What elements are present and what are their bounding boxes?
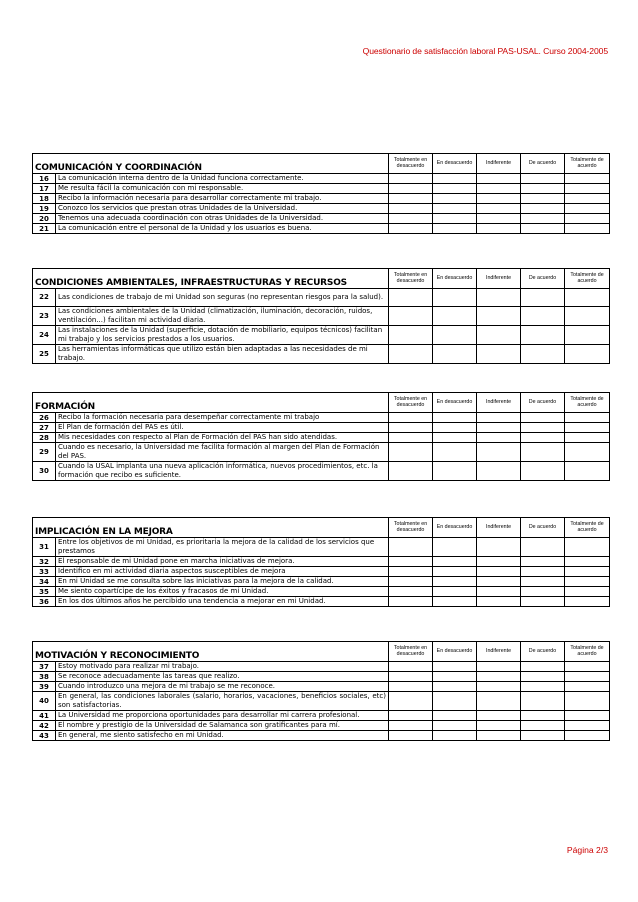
- question-text: Me resulta fácil la comunicación con mi responsable.: [56, 184, 389, 194]
- answer-cell[interactable]: [521, 567, 565, 577]
- column-header: Indiferente: [477, 393, 521, 413]
- answer-cell[interactable]: [477, 662, 521, 672]
- question-text: Las instalaciones de la Unidad (superficie, dotación de mobiliario, equipos técnicos) facilitan mi trabajo y los servicios prestados a los usuarios.: [56, 325, 389, 344]
- question-row: [33, 224, 610, 234]
- column-header: En desacuerdo: [433, 518, 477, 538]
- question-text: En general, las condiciones laborales (salario, horarios, vacaciones, beneficios sociales, etc) son satisfactorias.: [56, 692, 389, 711]
- answer-cell[interactable]: [433, 587, 477, 597]
- answer-cell[interactable]: [433, 443, 477, 462]
- answer-cell[interactable]: [433, 214, 477, 224]
- answer-cell[interactable]: [521, 731, 565, 741]
- column-header: De acuerdo: [521, 393, 565, 413]
- answer-cell[interactable]: [477, 711, 521, 721]
- column-header: Totalmente en desacuerdo: [389, 269, 433, 289]
- question-text: En los dos últimos años he percibido una tendencia a mejorar en mi Unidad.: [56, 597, 389, 607]
- question-row: [33, 289, 610, 307]
- section-table: [32, 153, 610, 234]
- question-text: Estoy motivado para realizar mi trabajo.: [56, 662, 389, 672]
- question-row: [33, 462, 610, 481]
- question-number: 30: [33, 462, 56, 481]
- question-text: Entre los objetivos de mi Unidad, es prioritaria la mejora de la calidad de los servicios que prestamos: [56, 538, 389, 557]
- section-table: [32, 641, 610, 741]
- answer-cell[interactable]: [565, 214, 610, 224]
- question-row: [33, 587, 610, 597]
- section-table: [32, 517, 610, 607]
- answer-cell[interactable]: [477, 567, 521, 577]
- question-row: [33, 711, 610, 721]
- question-number: 22: [33, 289, 56, 307]
- answer-cell[interactable]: [389, 682, 433, 692]
- section-title: MOTIVACIÓN Y RECONOCIMIENTO: [33, 642, 389, 662]
- answer-cell[interactable]: [389, 224, 433, 234]
- question-row: [33, 174, 610, 184]
- answer-cell[interactable]: [521, 433, 565, 443]
- question-number: 23: [33, 306, 56, 325]
- question-text: Recibo la formación necesaria para desempeñar correctamente mi trabajo: [56, 413, 389, 423]
- answer-cell[interactable]: [433, 692, 477, 711]
- question-text: En mi Unidad se me consulta sobre las iniciativas para la mejora de la calidad.: [56, 577, 389, 587]
- answer-cell[interactable]: [565, 204, 610, 214]
- answer-cell[interactable]: [389, 325, 433, 344]
- question-row: [33, 306, 610, 325]
- question-number: 29: [33, 443, 56, 462]
- answer-cell[interactable]: [389, 214, 433, 224]
- column-header: Totalmente de acuerdo: [565, 642, 610, 662]
- column-header: Totalmente en desacuerdo: [389, 393, 433, 413]
- answer-cell[interactable]: [433, 557, 477, 567]
- answer-cell[interactable]: [521, 214, 565, 224]
- answer-cell[interactable]: [477, 538, 521, 557]
- answer-cell[interactable]: [433, 567, 477, 577]
- document-header: Questionario de satisfacción laboral PAS-USAL. Curso 2004-2005: [362, 46, 608, 56]
- question-row: [33, 721, 610, 731]
- answer-cell[interactable]: [565, 557, 610, 567]
- answer-cell[interactable]: [521, 662, 565, 672]
- answer-cell[interactable]: [565, 433, 610, 443]
- question-text: La comunicación entre el personal de la Unidad y los usuarios es buena.: [56, 224, 389, 234]
- answer-cell[interactable]: [477, 433, 521, 443]
- answer-cell[interactable]: [477, 289, 521, 307]
- question-text: Cuando es necesario, la Universidad me facilita formación al margen del Plan de Formación del PAS.: [56, 443, 389, 462]
- answer-cell[interactable]: [433, 721, 477, 731]
- answer-cell[interactable]: [565, 194, 610, 204]
- answer-cell[interactable]: [389, 184, 433, 194]
- question-number: 31: [33, 538, 56, 557]
- answer-cell[interactable]: [433, 662, 477, 672]
- answer-cell[interactable]: [521, 325, 565, 344]
- answer-cell[interactable]: [565, 462, 610, 481]
- question-row: [33, 692, 610, 711]
- answer-cell[interactable]: [565, 721, 610, 731]
- answer-cell[interactable]: [433, 672, 477, 682]
- answer-cell[interactable]: [477, 344, 521, 363]
- answer-cell[interactable]: [565, 538, 610, 557]
- answer-cell[interactable]: [389, 433, 433, 443]
- answer-cell[interactable]: [477, 204, 521, 214]
- answer-cell[interactable]: [389, 289, 433, 307]
- answer-cell[interactable]: [521, 174, 565, 184]
- answer-cell[interactable]: [477, 325, 521, 344]
- answer-cell[interactable]: [433, 423, 477, 433]
- answer-cell[interactable]: [521, 306, 565, 325]
- answer-cell[interactable]: [389, 174, 433, 184]
- answer-cell[interactable]: [565, 567, 610, 577]
- answer-cell[interactable]: [521, 462, 565, 481]
- column-header: De acuerdo: [521, 269, 565, 289]
- question-text: Las herramientas informáticas que utilizo están bien adaptadas a las necesidades de mi trabajo.: [56, 344, 389, 363]
- question-number: 25: [33, 344, 56, 363]
- answer-cell[interactable]: [433, 711, 477, 721]
- question-row: [33, 567, 610, 577]
- column-header: Indiferente: [477, 518, 521, 538]
- answer-cell[interactable]: [477, 224, 521, 234]
- question-row: [33, 672, 610, 682]
- question-row: [33, 662, 610, 672]
- answer-cell[interactable]: [389, 587, 433, 597]
- answer-cell[interactable]: [477, 597, 521, 607]
- section-title: IMPLICACIÓN EN LA MEJORA: [33, 518, 389, 538]
- answer-cell[interactable]: [521, 682, 565, 692]
- column-header: Indiferente: [477, 642, 521, 662]
- answer-cell[interactable]: [433, 224, 477, 234]
- column-header: En desacuerdo: [433, 642, 477, 662]
- answer-cell[interactable]: [477, 214, 521, 224]
- question-text: Mis necesidades con respecto al Plan de Formación del PAS han sido atendidas.: [56, 433, 389, 443]
- answer-cell[interactable]: [477, 692, 521, 711]
- question-row: [33, 344, 610, 363]
- answer-cell[interactable]: [521, 597, 565, 607]
- answer-cell[interactable]: [477, 194, 521, 204]
- question-row: [33, 577, 610, 587]
- column-header: Totalmente de acuerdo: [565, 154, 610, 174]
- question-text: Se reconoce adecuadamente las tareas que realizo.: [56, 672, 389, 682]
- answer-cell[interactable]: [433, 731, 477, 741]
- answer-cell[interactable]: [389, 344, 433, 363]
- answer-cell[interactable]: [389, 577, 433, 587]
- answer-cell[interactable]: [389, 423, 433, 433]
- question-number: 43: [33, 731, 56, 741]
- question-text: Recibo la información necesaria para desarrollar correctamente mi trabajo.: [56, 194, 389, 204]
- question-number: 32: [33, 557, 56, 567]
- question-number: 27: [33, 423, 56, 433]
- question-number: 40: [33, 692, 56, 711]
- question-number: 26: [33, 413, 56, 423]
- question-text: La Universidad me proporciona oportunidades para desarrollar mi carrera profesional.: [56, 711, 389, 721]
- answer-cell[interactable]: [389, 711, 433, 721]
- answer-cell[interactable]: [477, 731, 521, 741]
- question-text: El responsable de mi Unidad pone en marcha iniciativas de mejora.: [56, 557, 389, 567]
- answer-cell[interactable]: [433, 433, 477, 443]
- answer-cell[interactable]: [565, 587, 610, 597]
- answer-cell[interactable]: [477, 306, 521, 325]
- column-header: De acuerdo: [521, 642, 565, 662]
- question-row: [33, 597, 610, 607]
- answer-cell[interactable]: [565, 423, 610, 433]
- question-number: 21: [33, 224, 56, 234]
- answer-cell[interactable]: [389, 462, 433, 481]
- question-row: [33, 184, 610, 194]
- question-row: [33, 194, 610, 204]
- section-title: CONDICIONES AMBIENTALES, INFRAESTRUCTURAS Y RECURSOS: [33, 269, 389, 289]
- answer-cell[interactable]: [433, 577, 477, 587]
- answer-cell[interactable]: [389, 672, 433, 682]
- question-number: 38: [33, 672, 56, 682]
- answer-cell[interactable]: [477, 672, 521, 682]
- answer-cell[interactable]: [477, 587, 521, 597]
- answer-cell[interactable]: [565, 289, 610, 307]
- column-header: Totalmente en desacuerdo: [389, 642, 433, 662]
- answer-cell[interactable]: [521, 557, 565, 567]
- answer-cell[interactable]: [433, 306, 477, 325]
- answer-cell[interactable]: [565, 224, 610, 234]
- answer-cell[interactable]: [477, 413, 521, 423]
- answer-cell[interactable]: [565, 597, 610, 607]
- answer-cell[interactable]: [389, 662, 433, 672]
- answer-cell[interactable]: [521, 224, 565, 234]
- answer-cell[interactable]: [565, 692, 610, 711]
- question-row: [33, 433, 610, 443]
- question-number: 16: [33, 174, 56, 184]
- page-number: Página 2/3: [566, 845, 608, 855]
- answer-cell[interactable]: [433, 462, 477, 481]
- answer-cell[interactable]: [389, 731, 433, 741]
- answer-cell[interactable]: [433, 204, 477, 214]
- answer-cell[interactable]: [477, 174, 521, 184]
- answer-cell[interactable]: [477, 721, 521, 731]
- answer-cell[interactable]: [565, 672, 610, 682]
- answer-cell[interactable]: [389, 692, 433, 711]
- answer-cell[interactable]: [389, 194, 433, 204]
- answer-cell[interactable]: [565, 413, 610, 423]
- answer-cell[interactable]: [389, 567, 433, 577]
- question-row: [33, 204, 610, 214]
- question-text: El nombre y prestigio de la Universidad de Salamanca son gratificantes para mí.: [56, 721, 389, 731]
- column-header: De acuerdo: [521, 154, 565, 174]
- column-header: Totalmente en desacuerdo: [389, 518, 433, 538]
- column-header: En desacuerdo: [433, 393, 477, 413]
- question-number: 42: [33, 721, 56, 731]
- column-header: De acuerdo: [521, 518, 565, 538]
- question-text: Cuando la USAL implanta una nueva aplicación informática, nuevos procedimientos, etc. la formación que recibo es suficiente.: [56, 462, 389, 481]
- answer-cell[interactable]: [433, 174, 477, 184]
- answer-cell[interactable]: [521, 721, 565, 731]
- question-row: [33, 423, 610, 433]
- answer-cell[interactable]: [521, 587, 565, 597]
- answer-cell[interactable]: [389, 413, 433, 423]
- answer-cell[interactable]: [389, 597, 433, 607]
- answer-cell[interactable]: [477, 184, 521, 194]
- question-row: [33, 731, 610, 741]
- question-text: Las condiciones de trabajo de mi Unidad son seguras (no representan riesgos para la salud).: [56, 289, 389, 307]
- answer-cell[interactable]: [433, 538, 477, 557]
- answer-cell[interactable]: [433, 597, 477, 607]
- answer-cell[interactable]: [521, 204, 565, 214]
- answer-cell[interactable]: [477, 423, 521, 433]
- question-text: La comunicación interna dentro de la Unidad funciona correctamente.: [56, 174, 389, 184]
- answer-cell[interactable]: [477, 462, 521, 481]
- answer-cell[interactable]: [521, 413, 565, 423]
- answer-cell[interactable]: [477, 682, 521, 692]
- question-number: 20: [33, 214, 56, 224]
- answer-cell[interactable]: [521, 289, 565, 307]
- answer-cell[interactable]: [521, 538, 565, 557]
- answer-cell[interactable]: [565, 662, 610, 672]
- column-header: Indiferente: [477, 154, 521, 174]
- question-text: Las condiciones ambientales de la Unidad (climatización, iluminación, decoración, ruidos, ventilación...) facilitan mi actividad diaria.: [56, 306, 389, 325]
- question-number: 35: [33, 587, 56, 597]
- answer-cell[interactable]: [389, 721, 433, 731]
- answer-cell[interactable]: [389, 306, 433, 325]
- section-title: COMUNICACIÓN Y COORDINACIÓN: [33, 154, 389, 174]
- section-table: [32, 392, 610, 481]
- answer-cell[interactable]: [565, 344, 610, 363]
- question-number: 33: [33, 567, 56, 577]
- question-text: Conozco los servicios que prestan otras Unidades de la Universidad.: [56, 204, 389, 214]
- answer-cell[interactable]: [565, 184, 610, 194]
- answer-cell[interactable]: [433, 194, 477, 204]
- answer-cell[interactable]: [521, 184, 565, 194]
- answer-cell[interactable]: [565, 443, 610, 462]
- answer-cell[interactable]: [565, 711, 610, 721]
- answer-cell[interactable]: [565, 731, 610, 741]
- question-number: 28: [33, 433, 56, 443]
- answer-cell[interactable]: [565, 174, 610, 184]
- question-number: 24: [33, 325, 56, 344]
- column-header: Totalmente en desacuerdo: [389, 154, 433, 174]
- column-header: Totalmente de acuerdo: [565, 518, 610, 538]
- question-number: 19: [33, 204, 56, 214]
- answer-cell[interactable]: [521, 194, 565, 204]
- column-header: En desacuerdo: [433, 269, 477, 289]
- answer-cell[interactable]: [433, 344, 477, 363]
- question-row: [33, 413, 610, 423]
- question-text: En general, me siento satisfecho en mi Unidad.: [56, 731, 389, 741]
- answer-cell[interactable]: [433, 325, 477, 344]
- answer-cell[interactable]: [477, 443, 521, 462]
- question-row: [33, 443, 610, 462]
- answer-cell[interactable]: [433, 289, 477, 307]
- answer-cell[interactable]: [521, 711, 565, 721]
- question-number: 17: [33, 184, 56, 194]
- question-row: [33, 325, 610, 344]
- column-header: En desacuerdo: [433, 154, 477, 174]
- answer-cell[interactable]: [521, 577, 565, 587]
- question-row: [33, 557, 610, 567]
- question-text: Me siento copartícipe de los éxitos y fracasos de mi Unidad.: [56, 587, 389, 597]
- question-number: 41: [33, 711, 56, 721]
- question-row: [33, 682, 610, 692]
- answer-cell[interactable]: [389, 443, 433, 462]
- answer-cell[interactable]: [433, 413, 477, 423]
- answer-cell[interactable]: [565, 306, 610, 325]
- answer-cell[interactable]: [565, 325, 610, 344]
- column-header: Totalmente de acuerdo: [565, 393, 610, 413]
- column-header: Totalmente de acuerdo: [565, 269, 610, 289]
- answer-cell[interactable]: [521, 692, 565, 711]
- question-text: El Plan de formación del PAS es útil.: [56, 423, 389, 433]
- answer-cell[interactable]: [477, 557, 521, 567]
- question-number: 18: [33, 194, 56, 204]
- answer-cell[interactable]: [521, 344, 565, 363]
- question-text: Tenemos una adecuada coordinación con otras Unidades de la Universidad.: [56, 214, 389, 224]
- answer-cell[interactable]: [433, 682, 477, 692]
- question-text: Identifico en mi actividad diaria aspectos susceptibles de mejora: [56, 567, 389, 577]
- section-table: [32, 268, 610, 364]
- question-number: 39: [33, 682, 56, 692]
- column-header: Indiferente: [477, 269, 521, 289]
- answer-cell[interactable]: [433, 184, 477, 194]
- answer-cell[interactable]: [521, 423, 565, 433]
- question-number: 34: [33, 577, 56, 587]
- answer-cell[interactable]: [477, 577, 521, 587]
- section-title: FORMACIÓN: [33, 393, 389, 413]
- question-number: 36: [33, 597, 56, 607]
- answer-cell[interactable]: [521, 443, 565, 462]
- answer-cell[interactable]: [389, 204, 433, 214]
- answer-cell[interactable]: [521, 672, 565, 682]
- question-text: Cuando introduzco una mejora de mi trabajo se me reconoce.: [56, 682, 389, 692]
- answer-cell[interactable]: [389, 557, 433, 567]
- answer-cell[interactable]: [565, 682, 610, 692]
- answer-cell[interactable]: [565, 577, 610, 587]
- answer-cell[interactable]: [389, 538, 433, 557]
- question-row: [33, 538, 610, 557]
- question-number: 37: [33, 662, 56, 672]
- question-row: [33, 214, 610, 224]
